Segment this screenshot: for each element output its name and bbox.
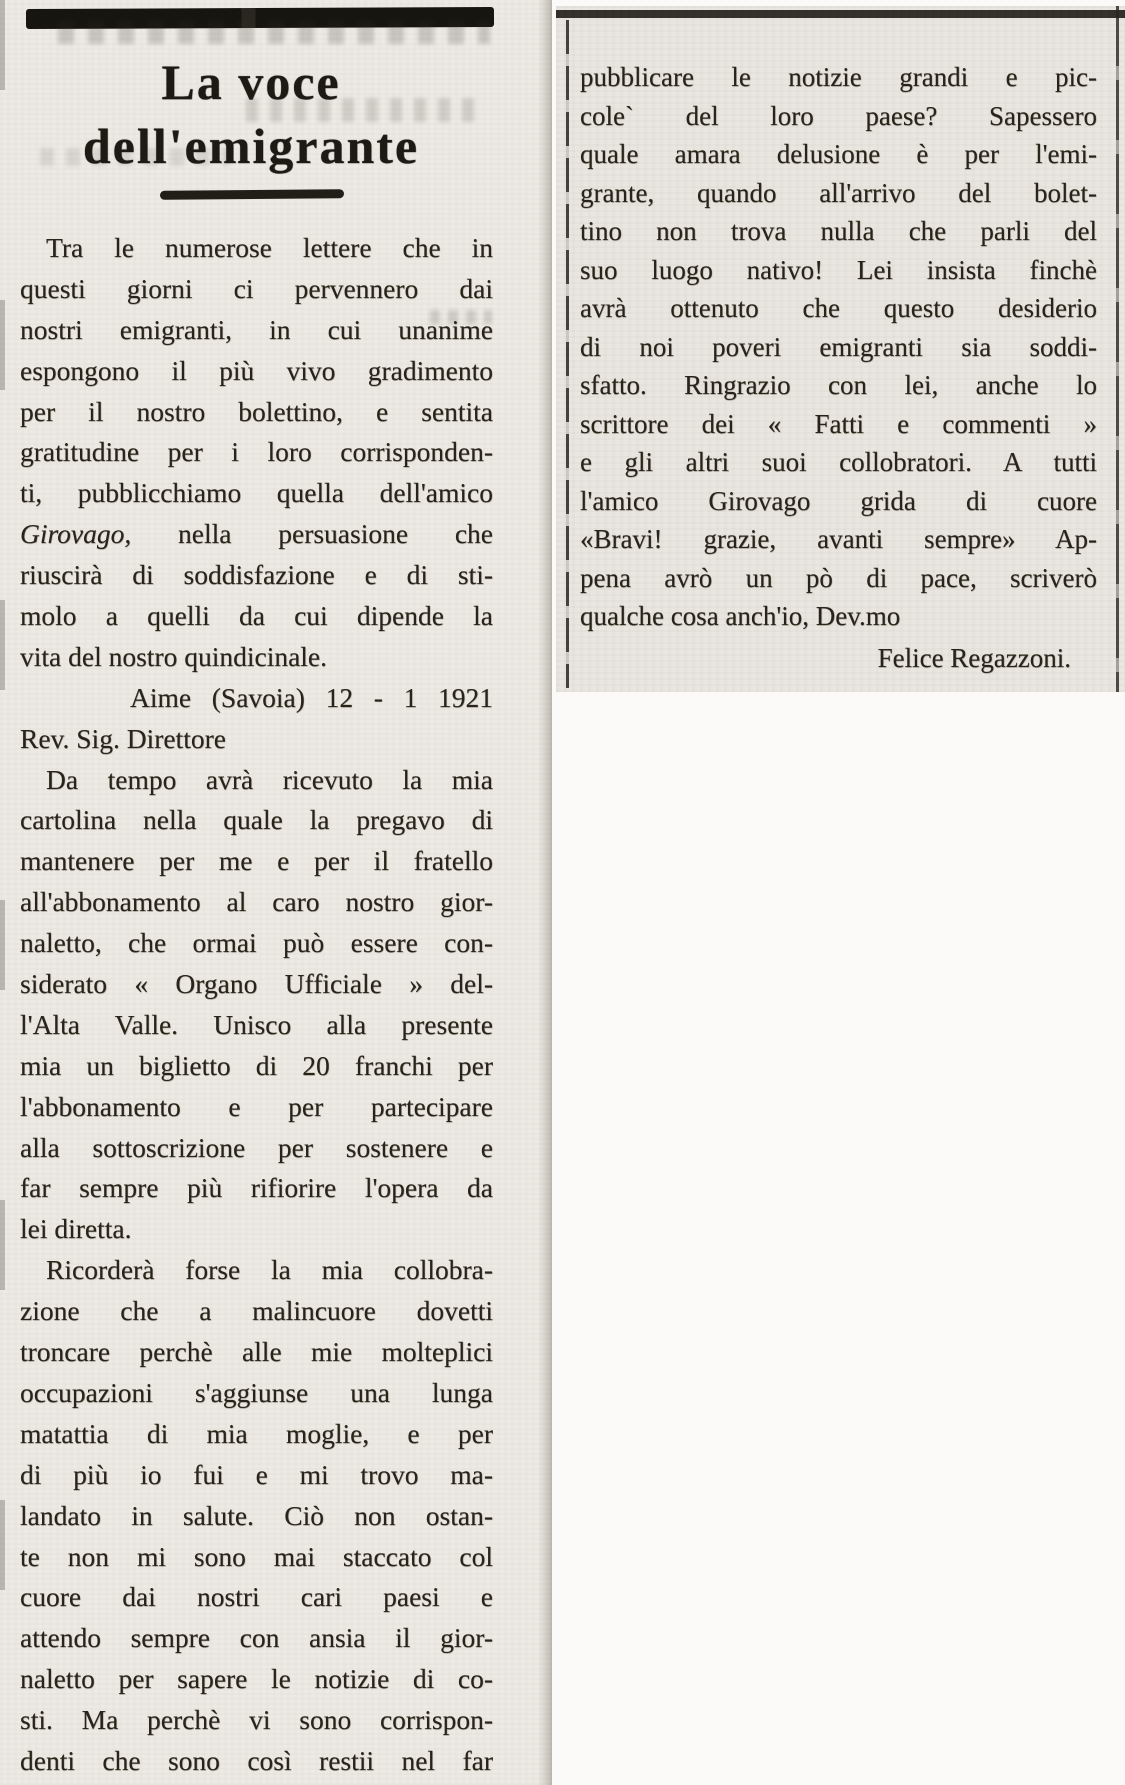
- article-line: mantenere per me e per il fratello: [20, 845, 493, 877]
- article-line: qualche cosa anch'io, Dev.mo: [580, 601, 901, 631]
- title-underline: [160, 189, 344, 200]
- article-line: Ricorderà forse la mia collobra-: [46, 1254, 493, 1286]
- article-line: troncare perchè alle mie molteplici: [20, 1336, 493, 1368]
- article-line: denti che sono così restii nel far: [20, 1744, 493, 1776]
- left-edge-marks: [0, 0, 5, 1785]
- right-column-top-rule: [556, 10, 1125, 18]
- article-line: lei diretta.: [20, 1213, 132, 1245]
- article-line: cuore dai nostri cari paesi e: [20, 1581, 493, 1613]
- article-line: di più io fui e mi trovo ma-: [20, 1458, 493, 1490]
- article-line: alla sottoscrizione per sostenere e: [20, 1131, 493, 1163]
- title-line-2: dell'emigrante: [82, 118, 420, 174]
- article-line: cole` del loro paese? Sapessero: [580, 100, 1097, 131]
- article-line: pena avrò un pò di pace, scriverò: [580, 562, 1097, 593]
- article-line: landato in salute. Ciò non ostan-: [20, 1499, 493, 1531]
- article-line: suo luogo nativo! Lei insista finchè: [580, 254, 1097, 285]
- article-line: grante, quando all'arrivo del bolet-: [580, 177, 1097, 208]
- article-line: questi giorni ci pervennero dai: [20, 272, 493, 304]
- article-line: matattia di mia moglie, e per: [20, 1417, 493, 1449]
- article-line: l'amico Girovago grida di cuore: [580, 485, 1097, 516]
- title-line-1: La voce: [161, 54, 341, 110]
- article-line: «Bravi! grazie, avanti sempre» Ap-: [580, 524, 1097, 554]
- right-column-clipping: [556, 6, 1125, 692]
- article-line: riuscirà di soddisfazione e di sti-: [20, 559, 493, 591]
- article-line: naletto per sapere le notizie di co-: [20, 1663, 493, 1695]
- article-line: Tra le numerose lettere che in: [46, 232, 493, 263]
- article-line: Rev. Sig. Direttore: [20, 722, 226, 754]
- article-line: attendo sempre con ansia il gior-: [20, 1622, 493, 1654]
- article-line: zione che a malincuore dovetti: [20, 1295, 493, 1327]
- right-column-text: [580, 58, 1097, 677]
- column-rule-left: [566, 20, 569, 688]
- article-line: scrittore dei « Fatti e commenti »: [580, 408, 1097, 439]
- article-line: siderato « Organo Ufficiale » del-: [20, 968, 493, 1000]
- article-line: gratitudine per i loro corrisponden-: [20, 436, 493, 468]
- article-line: far sempre più rifiorire l'opera da: [20, 1172, 493, 1204]
- article-line: all'abbonamento al caro nostro gior-: [20, 886, 493, 918]
- article-line: e gli altri suoi collobratori. A tutti: [580, 447, 1097, 477]
- article-line: sti. Ma perchè vi sono corrispon-: [20, 1704, 493, 1736]
- article-line: vita del nostro quindicinale.: [20, 640, 328, 672]
- article-line: l'Alta Valle. Unisco alla presente: [20, 1008, 493, 1040]
- article-line: Girovago, nella persuasione che: [20, 518, 493, 550]
- article-title: [8, 50, 494, 178]
- article-line: tino non trova nulla che parli del: [580, 216, 1097, 246]
- left-column-clipping: [0, 0, 552, 1785]
- article-line: di noi poveri emigranti sia soddi-: [580, 331, 1097, 362]
- article-line: ti, pubblicchiamo quella dell'amico: [20, 477, 493, 509]
- top-rule: [26, 7, 494, 29]
- article-line: l'abbonamento e per partecipare: [20, 1090, 493, 1122]
- article-line: mia un biglietto di 20 franchi per: [20, 1049, 493, 1081]
- article-line: occupazioni s'aggiunse una lunga: [20, 1376, 493, 1408]
- article-line: avrà ottenuto che questo desiderio: [580, 293, 1097, 323]
- article-line: nostri emigranti, in cui unanime: [20, 313, 493, 345]
- article-line: pubblicare le notizie grandi e pic-: [580, 62, 1097, 92]
- article-line: sfatto. Ringrazio con lei, anche lo: [580, 370, 1097, 400]
- column-rule-right: [1116, 6, 1119, 692]
- article-line: cartolina nella quale la pregavo di: [20, 804, 493, 836]
- article-line: molo a quelli da cui dipende la: [20, 600, 493, 632]
- signature-line: Felice Regazzoni.: [877, 642, 1071, 673]
- article-line: Aime (Savoia) 12 - 1 1921: [130, 681, 493, 713]
- article-line: quale amara delusione è per l'emi-: [580, 139, 1097, 169]
- article-line: te non mi sono mai staccato col: [20, 1540, 493, 1572]
- article-line: espongono il più vivo gradimento: [20, 354, 493, 386]
- article-line: per il nostro bolettino, e sentita: [20, 395, 493, 427]
- article-line: naletto, che ormai può essere con-: [20, 927, 493, 959]
- left-column-text: [20, 228, 493, 1782]
- article-line: Da tempo avrà ricevuto la mia: [46, 763, 493, 795]
